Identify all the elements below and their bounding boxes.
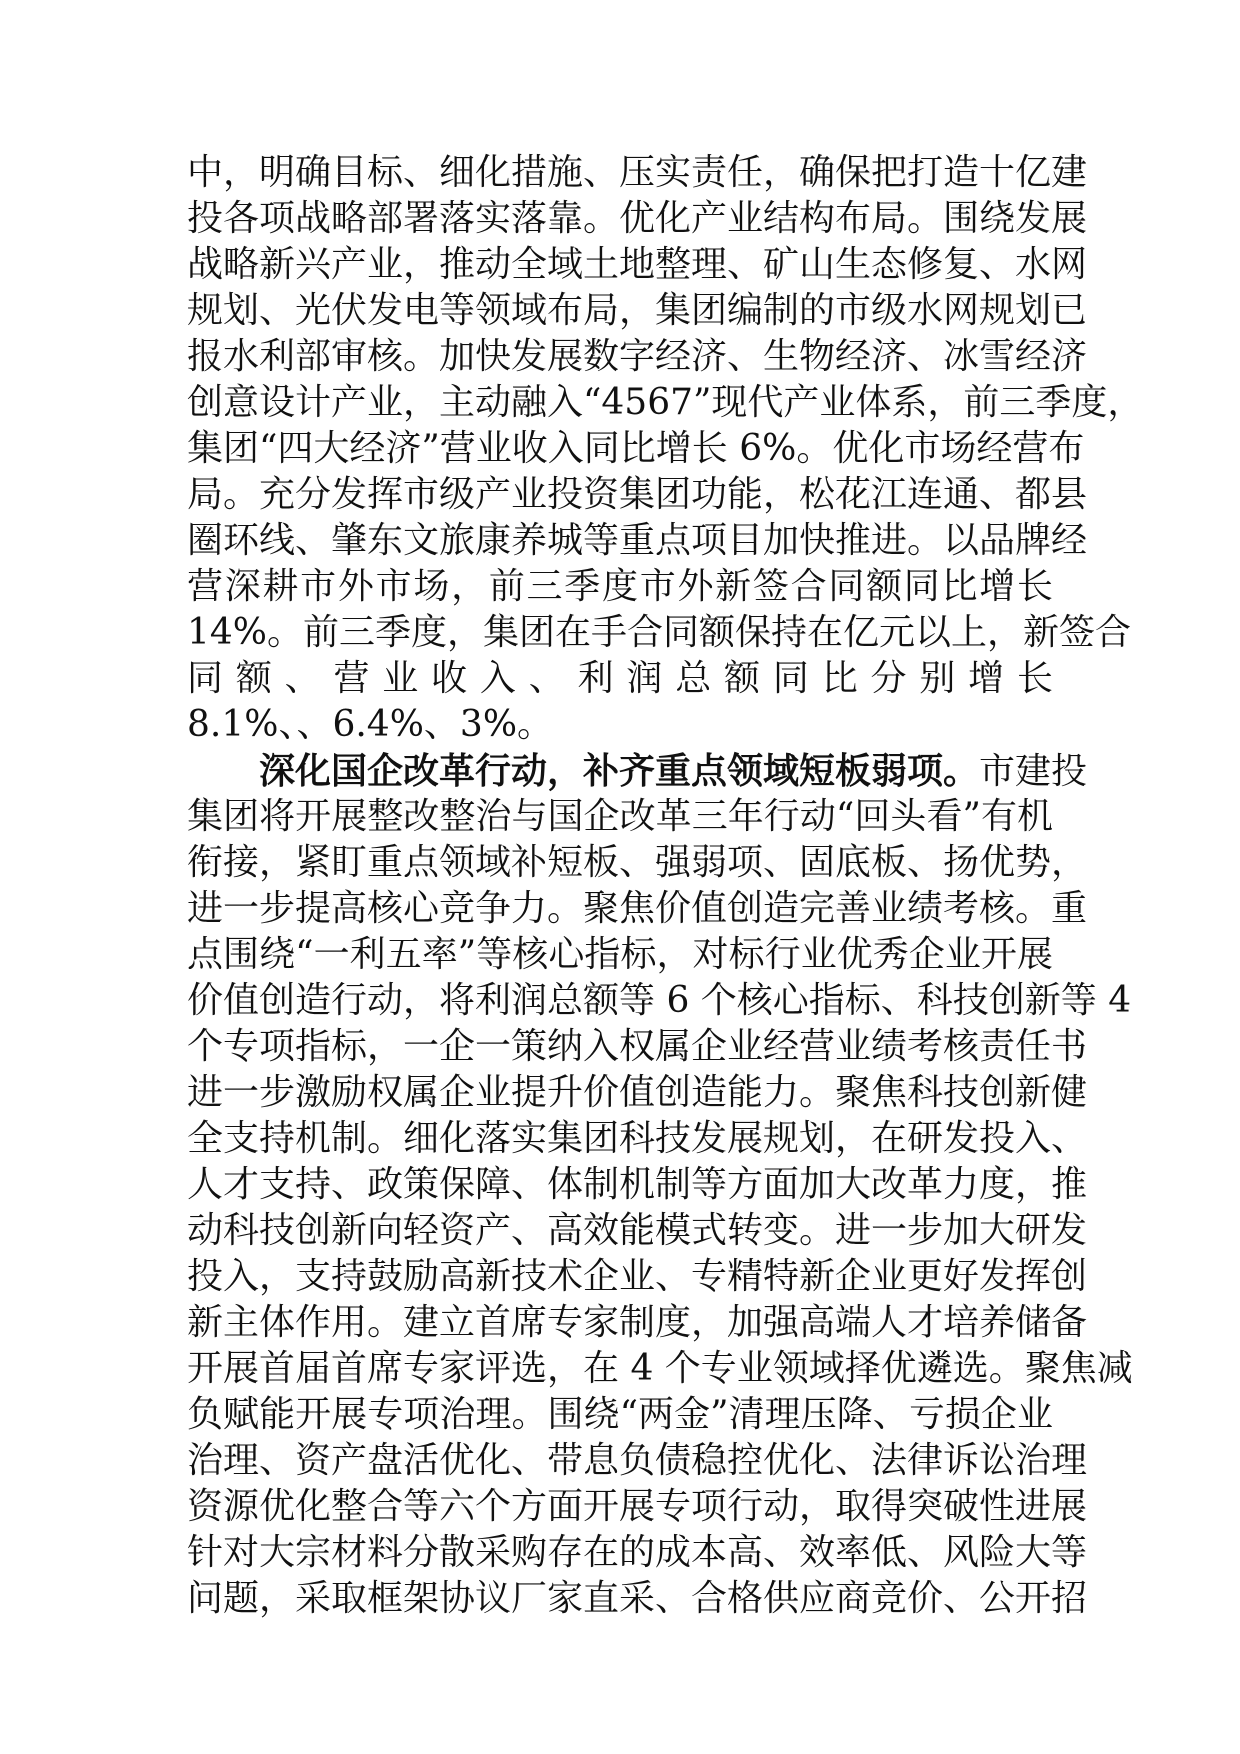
text-line: 投各项战略部署落实落靠。优化产业结构布局。围绕发展 [187,198,1088,239]
text-line: 投入，支持鼓励高新技术企业、专精特新企业更好发挥创 [187,1256,1088,1297]
text-line: 同额、营业收入、利润总额同比分别增长 [187,658,1053,699]
paragraph-heading: 深化国企改革行动，补齐重点领域短板弱项。 [259,750,980,792]
text-line: 创意设计产业，主动融入“4567”现代产业体系，前三季度， [187,382,1144,423]
text-line: 14%。前三季度，集团在手合同额保持在亿元以上，新签合 [187,612,1132,653]
text-line: 负赋能开展专项治理。围绕“两金”清理压降、亏损企业 [187,1394,1053,1435]
text-line: 集团“四大经济”营业收入同比增长 6%。优化市场经营布 [187,428,1085,469]
text-line: 进一步提高核心竞争力。聚焦价值创造完善业绩考核。重 [187,888,1088,929]
text-line: 中，明确目标、细化措施、压实责任，确保把打造十亿建 [187,152,1088,193]
text-line: 治理、资产盘活优化、带息负债稳控优化、法律诉讼治理 [187,1440,1088,1481]
text-line: 圈环线、肇东文旅康养城等重点项目加快推进。以品牌经 [187,520,1088,561]
text-line: 战略新兴产业，推动全域土地整理、矿山生态修复、水网 [187,244,1088,285]
text-line: 规划、光伏发电等领域布局，集团编制的市级水网规划已 [187,290,1088,331]
text-line: 新主体作用。建立首席专家制度，加强高端人才培养储备 [187,1302,1088,1343]
text-line: 个专项指标，一企一策纳入权属企业经营业绩考核责任书 [187,1026,1088,1067]
text-line: 8.1%、、6.4%、3%。 [187,704,554,745]
text-line: 报水利部审核。加快发展数字经济、生物经济、冰雪经济 [187,336,1088,377]
text-line: 衔接，紧盯重点领域补短板、强弱项、固底板、扬优势， [187,842,1088,883]
text-line: 集团将开展整改整治与国企改革三年行动“回头看”有机 [187,796,1053,837]
paragraph-lead-text: 市建投 [979,751,1088,792]
text-line: 动科技创新向轻资产、高效能模式转变。进一步加大研发 [187,1210,1088,1251]
text-line: 问题，采取框架协议厂家直采、合格供应商竞价、公开招 [187,1578,1088,1619]
text-line: 针对大宗材料分散采购存在的成本高、效率低、风险大等 [187,1532,1088,1573]
text-line: 点围绕“一利五率”等核心指标，对标行业优秀企业开展 [187,934,1053,975]
text-line: 资源优化整合等六个方面开展专项行动，取得突破性进展 [187,1486,1088,1527]
text-line: 进一步激励权属企业提升价值创造能力。聚焦科技创新健 [187,1072,1088,1113]
text-line: 价值创造行动，将利润总额等 6 个核心指标、科技创新等 4 [187,980,1132,1021]
text-line: 局。充分发挥市级产业投资集团功能，松花江连通、都县 [187,474,1088,515]
text-line: 人才支持、政策保障、体制机制等方面加大改革力度，推 [187,1164,1088,1205]
text-line: 开展首届首席专家评选，在 4 个专业领域择优遴选。聚焦减 [187,1348,1133,1389]
paragraph-first-line [187,748,1088,794]
text-line: 营深耕市外市场，前三季度市外新签合同额同比增长 [187,566,1053,607]
text-line: 全支持机制。细化落实集团科技发展规划，在研发投入、 [187,1118,1088,1159]
